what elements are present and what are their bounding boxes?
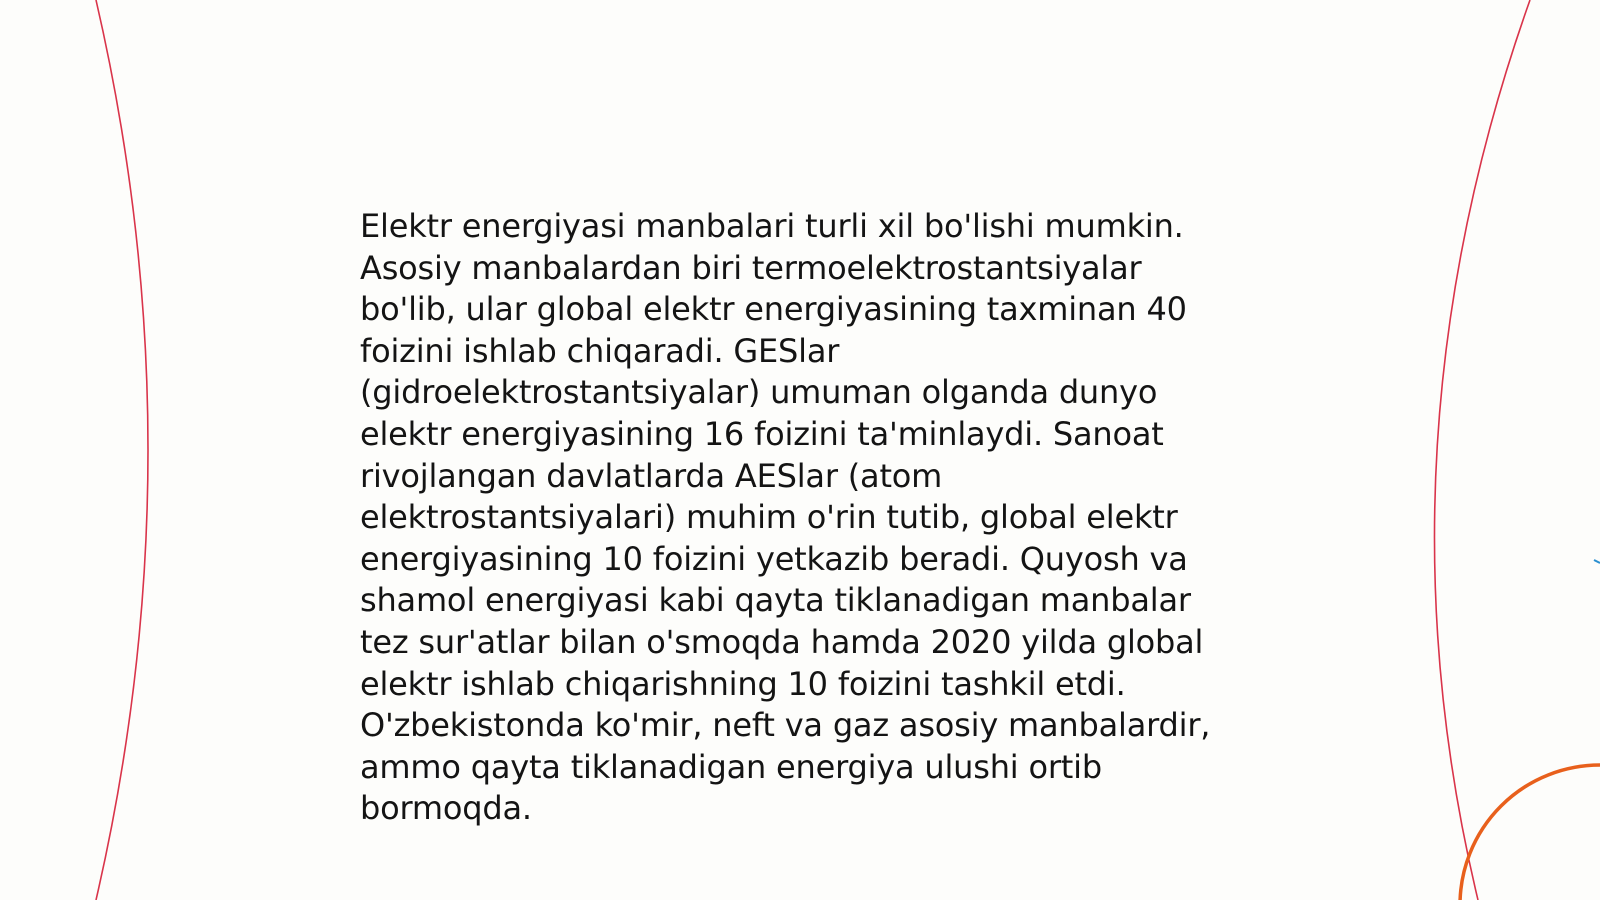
left-arc-line [96, 0, 148, 900]
right-arc-line [1434, 0, 1530, 900]
body-paragraph: Elektr energiyasi manbalari turli xil bo'lishi mumkin. Asosiy manbalardan biri termoelektrostantsiyalar bo'lib, ular global elektr energiyasining taxminan 40 foizini ishlab chiqaradi. GESlar (gidroelektrostantsiyalar) umuman olganda dunyo elektr energiyasining 16 foizini ta'minlaydi. Sanoat rivojlangan davlatlarda AESlar (atom elektrostantsiyalari) muhim o'rin tutib, global elektr energiyasining 10 foizini yetkazib beradi. Quyosh va shamol energiyasi kabi qayta tiklanadigan manbalar tez sur'atlar bilan o'smoqda hamda 2020 yilda global elektr ishlab chiqarishning 10 foizini tashkil etdi. O'zbekistonda ko'mir, neft va gaz asosiy manbalardir, ammo qayta tiklanadigan energiya ulushi ortib bormoqda. [360, 207, 1211, 828]
right-edge-tick [1594, 560, 1600, 563]
bottom-right-circle [1460, 765, 1600, 900]
